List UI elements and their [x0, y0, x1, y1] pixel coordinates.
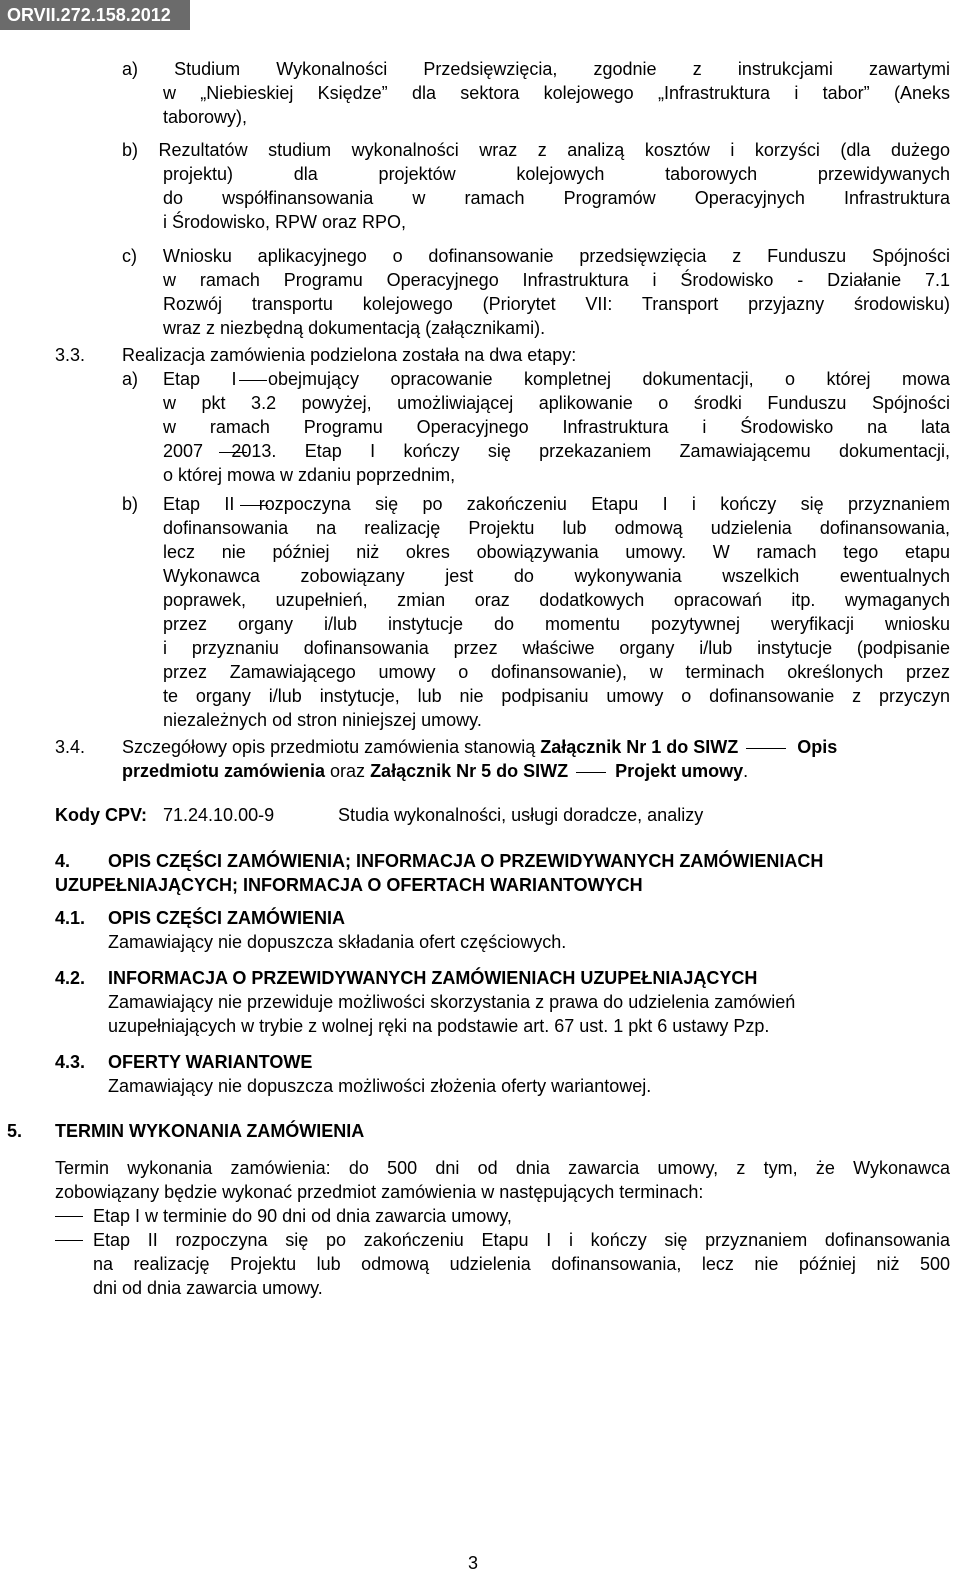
list-b-line: projektu) dla projektów kolejowych taborowych przewidywanych — [163, 164, 950, 184]
dash — [576, 772, 606, 773]
section-43-title: OFERTY WARIANTOWE — [108, 1052, 313, 1072]
stage-a-line: o której mowa w zdaniu poprzednim, — [163, 465, 456, 485]
stage-b-line-wrap — [163, 516, 950, 540]
stage-b-line: i przyznaniu dofinansowania przez właściwe organy i/lub instytucje (podpisanie — [163, 638, 950, 658]
stage-a-line-wrap — [163, 439, 950, 463]
bullet-item: Etap II rozpoczyna się po zakończeniu Etapu I i kończy się przyznaniem dofinansowania — [93, 1230, 950, 1250]
dash — [219, 452, 247, 453]
stage-b-line-wrap — [163, 612, 950, 636]
list-item-a-cont — [163, 81, 950, 105]
section-number: 5. — [7, 1121, 23, 1141]
cpv-description: Studia wykonalności, usługi doradcze, analizy — [338, 805, 704, 825]
list-c-line: c) Wniosku aplikacyjnego o dofinansowanie przedsięwzięcia z Funduszu Spójności — [122, 246, 950, 266]
section-34-line-2 — [122, 759, 748, 783]
stage-b-line: niezależnych od stron niniejszej umowy. — [163, 710, 482, 730]
section-42-text: uzupełniających w trybie z wolnej ręki na podstawie art. 67 ust. 1 pkt 6 ustawy Pzp. — [108, 1016, 770, 1036]
stage-b-line-wrap — [163, 564, 950, 588]
bullet-dash — [55, 1240, 83, 1241]
attachment-1-title: Opis — [792, 737, 838, 757]
bullet-item-wrap — [93, 1228, 950, 1252]
stage-b-line: poprawek, uzupełnień, zmian oraz dodatkowych opracowań itp. wymaganych — [163, 590, 950, 610]
stage-b-line: lecz nie później niż okres obowiązywania umowy. W ramach tego etapu — [163, 542, 950, 562]
list-a-line: taborowy), — [163, 107, 248, 127]
section-5-text: Termin wykonania zamówienia: do 500 dni od dnia zawarcia umowy, z tym, że Wykonawca — [55, 1158, 950, 1178]
stage-b-line-wrap — [163, 684, 950, 708]
attachment-5-title: Projekt umowy — [610, 761, 744, 781]
stage-b-line: przez organy i/lub instytucje do momentu pozytywnej weryfikacji wniosku — [163, 614, 950, 634]
section-5-title: TERMIN WYKONANIA ZAMÓWIENIA — [55, 1121, 365, 1141]
section-34-text: . — [743, 761, 749, 781]
stage-b-line: przez Zamawiającego umowy o dofinansowanie), w terminach określonych przez — [163, 662, 950, 682]
list-b-line-wrap — [163, 186, 950, 210]
section-4-title: OPIS CZĘŚCI ZAMÓWIENIA; INFORMACJA O PRZEWIDYWANYCH ZAMÓWIENIACH — [108, 851, 824, 871]
list-a-line: a) Studium Wykonalności Przedsięwzięcia, zgodnie z instrukcjami zawartymi — [122, 59, 950, 79]
section-42-text: Zamawiający nie przewiduje możliwości skorzystania z prawa do udzielenia zamówień — [108, 992, 796, 1012]
stage-b-line-wrap — [163, 660, 950, 684]
stage-a-line-wrap — [163, 415, 950, 439]
section-41-title: OPIS CZĘŚCI ZAMÓWIENIA — [108, 908, 346, 928]
section-34-line-1 — [122, 735, 837, 759]
stage-a-line: w pkt 3.2 powyżej, umożliwiającej aplikowanie o środki Funduszu Spójności — [163, 393, 950, 413]
list-item-c — [122, 244, 950, 268]
stage-b-line: dofinansowania na realizację Projektu lub odmową udzielenia dofinansowania, — [163, 518, 950, 538]
list-label: b) — [122, 494, 139, 514]
stage-a-line: Etap I obejmujący opracowanie kompletnej dokumentacji, o której mowa — [163, 369, 950, 389]
dash — [239, 380, 267, 381]
section-5-line-wrap — [55, 1156, 950, 1180]
bullet-dash — [55, 1216, 83, 1217]
list-b-line-wrap — [163, 162, 950, 186]
stage-b-line: te organy i/lub instytucje, lub nie podpisaniu umowy o dofinansowanie z przyczyn — [163, 686, 950, 706]
list-a-line: w „Niebieskiej Księdze” dla sektora kolejowego „Infrastruktura i tabor” (Aneks — [163, 83, 950, 103]
cpv-code: 71.24.10.00-9 — [163, 805, 275, 825]
attachment-1-title-cont: przedmiotu zamówienia — [122, 761, 326, 781]
section-number: 4. — [55, 851, 71, 871]
page-number: 3 — [468, 1553, 479, 1573]
stage-a-line: w ramach Programu Operacyjnego Infrastruktura i Środowisko na lata — [163, 417, 950, 437]
list-item-b — [122, 138, 950, 162]
stage-b-line-wrap — [163, 540, 950, 564]
list-c-line-wrap — [163, 268, 950, 292]
stage-b-line-wrap — [163, 636, 950, 660]
list-label: a) — [122, 369, 139, 389]
list-b-line: i Środowisko, RPW oraz RPO, — [163, 212, 407, 232]
stage-b-line-wrap — [163, 588, 950, 612]
stage-b-line-wrap — [163, 492, 950, 516]
dash — [746, 748, 786, 749]
list-b-line: do współfinansowania w ramach Programów Operacyjnych Infrastruktura — [163, 188, 950, 208]
section-number: 4.2. — [55, 968, 86, 988]
section-number: 4.3. — [55, 1052, 86, 1072]
section-number: 3.4. — [55, 737, 86, 757]
section-5-text: zobowiązany będzie wykonać przedmiot zamówienia w następujących terminach: — [55, 1182, 704, 1202]
list-b-line: b) Rezultatów studium wykonalności wraz z analizą kosztów i korzyści (dla dużego — [122, 140, 950, 160]
list-c-line: w ramach Programu Operacyjnego Infrastruktura i Środowisko - Działanie 7.1 — [163, 270, 950, 290]
stage-a-line: 2007 2013. Etap I kończy się przekazaniem Zamawiającemu dokumentacji, — [163, 441, 950, 461]
stage-b-line: Etap II rozpoczyna się po zakończeniu Etapu I i kończy się przyznaniem — [163, 494, 950, 514]
section-43-text: Zamawiający nie dopuszcza możliwości złożenia oferty wariantowej. — [108, 1076, 652, 1096]
document-reference: ORVII.272.158.2012 — [0, 0, 190, 30]
list-item-a — [122, 57, 950, 81]
bullet-item-wrap — [93, 1252, 950, 1276]
section-number: 4.1. — [55, 908, 86, 928]
section-42-title: INFORMACJA O PRZEWIDYWANYCH ZAMÓWIENIACH UZUPEŁNIAJĄCYCH — [108, 968, 758, 988]
bullet-item: Etap I w terminie do 90 dni od dnia zawarcia umowy, — [93, 1206, 512, 1226]
list-c-line: wraz z niezbędną dokumentacją (załącznikami). — [163, 318, 546, 338]
bullet-item: na realizację Projektu lub odmową udzielenia dofinansowania, lecz nie później niż 500 — [93, 1254, 950, 1274]
attachment-5-ref: Załącznik Nr 5 do SIWZ — [370, 761, 569, 781]
stage-a-line-wrap — [163, 367, 950, 391]
stage-a-line-wrap — [163, 391, 950, 415]
section-4-title-cont: UZUPEŁNIAJĄCYCH; INFORMACJA O OFERTACH WARIANTOWYCH — [55, 875, 643, 895]
stage-b-line: Wykonawca zobowiązany jest do wykonywania wszelkich ewentualnych — [163, 566, 950, 586]
section-34-text: oraz — [325, 761, 371, 781]
bullet-item: dni od dnia zawarcia umowy. — [93, 1278, 323, 1298]
list-c-line-wrap — [163, 292, 950, 316]
section-34-text: Szczegółowy opis przedmiotu zamówienia stanowią — [122, 737, 541, 757]
dash — [240, 505, 268, 506]
cpv-label: Kody CPV: — [55, 805, 148, 825]
section-41-text: Zamawiający nie dopuszcza składania ofert częściowych. — [108, 932, 567, 952]
section-number: 3.3. — [55, 345, 86, 365]
attachment-1-ref: Załącznik Nr 1 do SIWZ — [540, 737, 739, 757]
list-c-line: Rozwój transportu kolejowego (Priorytet VII: Transport przyjazny środowisku) — [163, 294, 950, 314]
section-33-intro: Realizacja zamówienia podzielona została na dwa etapy: — [122, 345, 577, 365]
